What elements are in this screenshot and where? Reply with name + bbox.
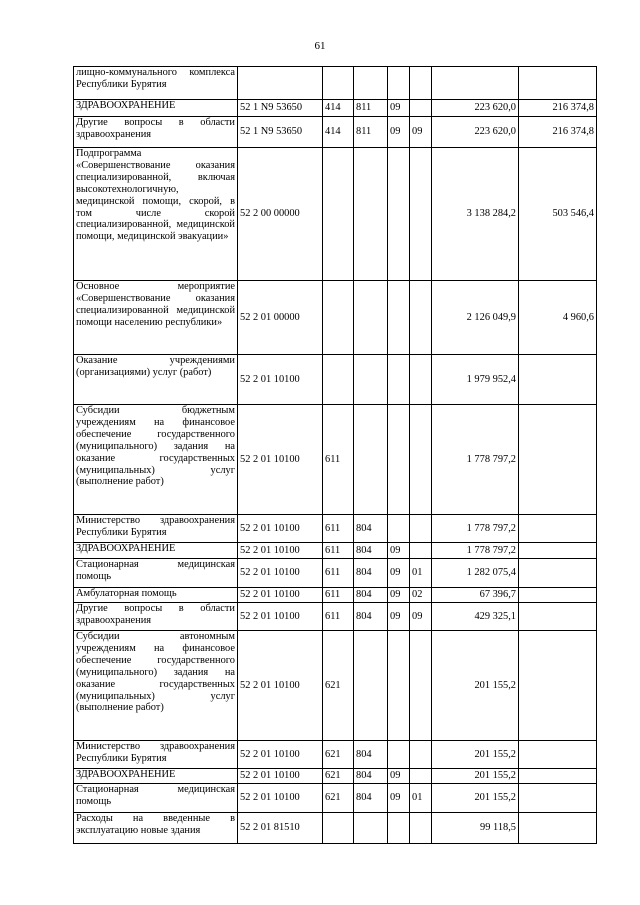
section-code-cell [388, 281, 410, 355]
target-article-cell: 52 1 N9 53650 [238, 100, 323, 117]
expense-type-cell [323, 813, 354, 844]
department-code-cell: 804 [354, 784, 388, 813]
department-code-cell: 811 [354, 117, 388, 148]
expense-name-cell: Стационарная медицинская помощь [74, 559, 238, 588]
table-row [74, 117, 597, 148]
expense-type-cell: 621 [323, 741, 354, 769]
target-article-cell: 52 2 01 10100 [238, 405, 323, 515]
target-article-cell: 52 2 01 10100 [238, 559, 323, 588]
subsection-code-cell: 01 [410, 784, 432, 813]
department-code-cell [354, 631, 388, 741]
subsection-code-cell: 09 [410, 603, 432, 631]
section-code-cell [388, 67, 410, 100]
table-row [74, 631, 597, 741]
table-row [74, 67, 597, 100]
department-code-cell: 804 [354, 741, 388, 769]
target-article-cell: 52 2 01 10100 [238, 515, 323, 543]
expense-name-cell: лищно-коммунального комплекса Республики Бурятия [74, 67, 238, 100]
table-row [74, 769, 597, 784]
amount-cell: 429 325,1 [432, 603, 519, 631]
amount-secondary-cell: 216 374,8 [519, 117, 597, 148]
subsection-code-cell [410, 148, 432, 281]
target-article-cell: 52 2 01 10100 [238, 741, 323, 769]
amount-cell: 1 282 075,4 [432, 559, 519, 588]
expense-type-cell: 621 [323, 631, 354, 741]
section-code-cell [388, 631, 410, 741]
subsection-code-cell [410, 543, 432, 559]
subsection-code-cell [410, 67, 432, 100]
amount-cell: 201 155,2 [432, 769, 519, 784]
amount-secondary-cell [519, 405, 597, 515]
amount-cell: 67 396,7 [432, 588, 519, 603]
target-article-cell: 52 2 01 10100 [238, 355, 323, 405]
expense-type-cell: 611 [323, 588, 354, 603]
expense-name-cell: ЗДРАВООХРАНЕНИЕ [74, 543, 238, 559]
section-code-cell [388, 741, 410, 769]
section-code-cell: 09 [388, 769, 410, 784]
expense-type-cell: 414 [323, 117, 354, 148]
department-code-cell [354, 281, 388, 355]
table-row [74, 603, 597, 631]
amount-cell: 3 138 284,2 [432, 148, 519, 281]
amount-secondary-cell [519, 355, 597, 405]
subsection-code-cell [410, 741, 432, 769]
amount-cell: 201 155,2 [432, 631, 519, 741]
amount-secondary-cell [519, 67, 597, 100]
page-number: 61 [314, 40, 326, 52]
target-article-cell [238, 67, 323, 100]
subsection-code-cell [410, 515, 432, 543]
expense-name-cell: Другие вопросы в области здравоохранения [74, 117, 238, 148]
department-code-cell: 804 [354, 515, 388, 543]
amount-cell: 223 620,0 [432, 100, 519, 117]
section-code-cell: 09 [388, 588, 410, 603]
expense-name-cell: Субсидии бюджетным учреждениям на финансовое обеспечение государственного (муниципального) задания на оказание государственных (муниципальных) услуг (выполнение работ) [74, 405, 238, 515]
table-row [74, 741, 597, 769]
department-code-cell: 804 [354, 588, 388, 603]
subsection-code-cell [410, 281, 432, 355]
section-code-cell [388, 148, 410, 281]
amount-cell [432, 67, 519, 100]
amount-cell: 1 778 797,2 [432, 515, 519, 543]
target-article-cell: 52 2 01 10100 [238, 769, 323, 784]
amount-secondary-cell: 503 546,4 [519, 148, 597, 281]
target-article-cell: 52 2 01 81510 [238, 813, 323, 844]
budget-table-body [74, 67, 597, 844]
target-article-cell: 52 2 01 10100 [238, 588, 323, 603]
section-code-cell [388, 813, 410, 844]
expense-type-cell [323, 281, 354, 355]
amount-secondary-cell [519, 603, 597, 631]
amount-cell: 201 155,2 [432, 741, 519, 769]
target-article-cell: 52 2 01 10100 [238, 543, 323, 559]
expense-name-cell: Другие вопросы в области здравоохранения [74, 603, 238, 631]
expense-name-cell: Подпрограмма «Совершенствование оказания специализированной, включая высокотехнологичную, медицинской помощи, скорой, в том числе скорой специализированной, медицинской помощи, медицинской эвакуации» [74, 148, 238, 281]
amount-cell: 201 155,2 [432, 784, 519, 813]
amount-secondary-cell [519, 515, 597, 543]
table-row [74, 405, 597, 515]
amount-cell: 1 778 797,2 [432, 405, 519, 515]
department-code-cell: 811 [354, 100, 388, 117]
section-code-cell: 09 [388, 100, 410, 117]
amount-cell: 2 126 049,9 [432, 281, 519, 355]
section-code-cell: 09 [388, 117, 410, 148]
table-row [74, 813, 597, 844]
section-code-cell: 09 [388, 559, 410, 588]
expense-type-cell: 611 [323, 603, 354, 631]
expense-name-cell: ЗДРАВООХРАНЕНИЕ [74, 769, 238, 784]
expense-name-cell: ЗДРАВООХРАНЕНИЕ [74, 100, 238, 117]
target-article-cell: 52 2 00 00000 [238, 148, 323, 281]
subsection-code-cell [410, 769, 432, 784]
department-code-cell: 804 [354, 603, 388, 631]
section-code-cell [388, 355, 410, 405]
target-article-cell: 52 2 01 10100 [238, 631, 323, 741]
subsection-code-cell: 02 [410, 588, 432, 603]
expense-name-cell: Расходы на введенные в эксплуатацию новые здания [74, 813, 238, 844]
expense-name-cell: Оказание учреждениями (организациями) услуг (работ) [74, 355, 238, 405]
amount-secondary-cell: 4 960,6 [519, 281, 597, 355]
amount-secondary-cell [519, 588, 597, 603]
table-row [74, 559, 597, 588]
target-article-cell: 52 2 01 10100 [238, 784, 323, 813]
table-row [74, 355, 597, 405]
expense-type-cell: 611 [323, 515, 354, 543]
section-code-cell: 09 [388, 784, 410, 813]
subsection-code-cell: 01 [410, 559, 432, 588]
department-code-cell [354, 355, 388, 405]
table-row [74, 148, 597, 281]
subsection-code-cell [410, 631, 432, 741]
department-code-cell: 804 [354, 543, 388, 559]
department-code-cell [354, 148, 388, 281]
table-row [74, 100, 597, 117]
expense-type-cell: 621 [323, 784, 354, 813]
amount-cell: 99 118,5 [432, 813, 519, 844]
table-row [74, 784, 597, 813]
department-code-cell: 804 [354, 769, 388, 784]
amount-cell: 1 979 952,4 [432, 355, 519, 405]
expense-type-cell: 611 [323, 405, 354, 515]
table-row [74, 515, 597, 543]
amount-cell: 1 778 797,2 [432, 543, 519, 559]
target-article-cell: 52 2 01 00000 [238, 281, 323, 355]
section-code-cell: 09 [388, 603, 410, 631]
amount-secondary-cell [519, 769, 597, 784]
expense-type-cell: 611 [323, 559, 354, 588]
subsection-code-cell [410, 355, 432, 405]
expense-type-cell [323, 148, 354, 281]
table-row [74, 588, 597, 603]
budget-table [73, 66, 597, 844]
department-code-cell [354, 405, 388, 515]
section-code-cell [388, 515, 410, 543]
expense-name-cell: Стационарная медицинская помощь [74, 784, 238, 813]
target-article-cell: 52 2 01 10100 [238, 603, 323, 631]
amount-secondary-cell [519, 559, 597, 588]
subsection-code-cell [410, 813, 432, 844]
expense-type-cell: 611 [323, 543, 354, 559]
amount-secondary-cell [519, 543, 597, 559]
amount-cell: 223 620,0 [432, 117, 519, 148]
department-code-cell [354, 67, 388, 100]
subsection-code-cell: 09 [410, 117, 432, 148]
target-article-cell: 52 1 N9 53650 [238, 117, 323, 148]
subsection-code-cell [410, 405, 432, 515]
department-code-cell: 804 [354, 559, 388, 588]
amount-secondary-cell [519, 741, 597, 769]
expense-name-cell: Основное мероприятие «Совершенствование оказания специализированной медицинской помощи населению республики» [74, 281, 238, 355]
department-code-cell [354, 813, 388, 844]
amount-secondary-cell [519, 784, 597, 813]
expense-name-cell: Субсидии автономным учреждениям на финансовое обеспечение государственного (муниципального) задания на оказание государственных (муниципальных) услуг (выполнение работ) [74, 631, 238, 741]
amount-secondary-cell [519, 631, 597, 741]
expense-name-cell: Министерство здравоохранения Республики Бурятия [74, 741, 238, 769]
amount-secondary-cell [519, 813, 597, 844]
expense-type-cell [323, 67, 354, 100]
table-row [74, 543, 597, 559]
expense-name-cell: Амбулаторная помощь [74, 588, 238, 603]
section-code-cell [388, 405, 410, 515]
expense-type-cell: 621 [323, 769, 354, 784]
expense-name-cell: Министерство здравоохранения Республики Бурятия [74, 515, 238, 543]
subsection-code-cell [410, 100, 432, 117]
section-code-cell: 09 [388, 543, 410, 559]
expense-type-cell [323, 355, 354, 405]
amount-secondary-cell: 216 374,8 [519, 100, 597, 117]
table-row [74, 281, 597, 355]
expense-type-cell: 414 [323, 100, 354, 117]
